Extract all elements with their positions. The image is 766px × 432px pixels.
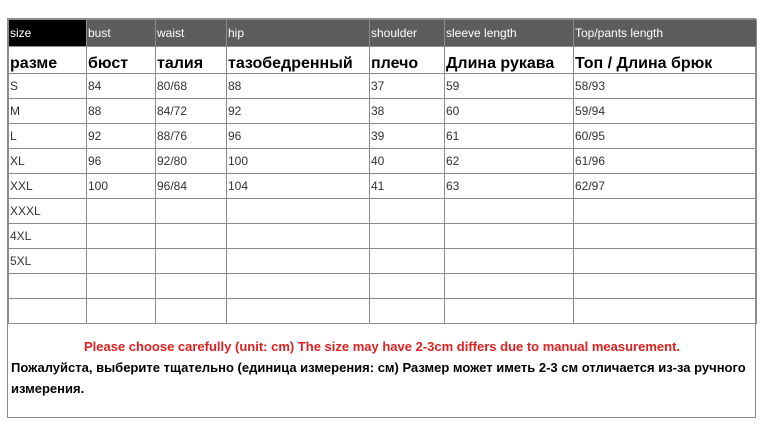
table-cell: 84 [87, 74, 156, 99]
table-cell: 41 [370, 174, 445, 199]
table-row [9, 224, 757, 249]
table-cell: 104 [227, 174, 370, 199]
header-cell: Top/pants length [574, 20, 757, 47]
header-cell: sleeve length [445, 20, 574, 47]
table-cell: 62/97 [574, 174, 757, 199]
table-cell: 61 [445, 124, 574, 149]
table-cell [227, 249, 370, 274]
size-table [8, 19, 757, 324]
table-row [9, 149, 757, 174]
table-row [9, 249, 757, 274]
header-cell: size [9, 20, 87, 47]
table-cell: 80/68 [156, 74, 227, 99]
table-cell: 39 [370, 124, 445, 149]
table-cell [9, 274, 87, 299]
table-cell [370, 199, 445, 224]
table-cell: 88/76 [156, 124, 227, 149]
table-cell [87, 249, 156, 274]
table-cell [370, 299, 445, 324]
table-cell: 37 [370, 74, 445, 99]
note-russian: Пожалуйста, выберите тщательно (единица измерения: см) Размер может иметь 2-3 см отличается из-за ручного измерения. [11, 360, 746, 396]
table-cell [87, 299, 156, 324]
table-cell: L [9, 124, 87, 149]
table-cell: 59 [445, 74, 574, 99]
table-cell: 40 [370, 149, 445, 174]
header-cell: bust [87, 20, 156, 47]
table-cell: 100 [87, 174, 156, 199]
table-cell [227, 299, 370, 324]
table-cell: 96 [87, 149, 156, 174]
table-cell [156, 224, 227, 249]
header-cell: waist [156, 20, 227, 47]
table-cell [445, 224, 574, 249]
table-cell: 92 [227, 99, 370, 124]
table-cell [574, 249, 757, 274]
measurement-note [8, 333, 756, 399]
header-ru-cell: талия [156, 47, 227, 74]
table-cell: M [9, 99, 87, 124]
header-ru-cell: тазобедренный [227, 47, 370, 74]
header-ru-cell: бюст [87, 47, 156, 74]
table-cell: 5XL [9, 249, 87, 274]
table-cell [574, 224, 757, 249]
header-cell: hip [227, 20, 370, 47]
table-cell: XXL [9, 174, 87, 199]
table-cell: 96/84 [156, 174, 227, 199]
table-cell: 60 [445, 99, 574, 124]
header-ru-cell: плечо [370, 47, 445, 74]
table-cell [87, 224, 156, 249]
table-cell: 92 [87, 124, 156, 149]
table-cell: 88 [227, 74, 370, 99]
header-ru-cell: Длина рукава [445, 47, 574, 74]
table-cell [445, 249, 574, 274]
table-row [9, 99, 757, 124]
header-ru-cell: Топ / Длина брюк [574, 47, 757, 74]
table-cell: 58/93 [574, 74, 757, 99]
table-cell [156, 274, 227, 299]
table-cell [87, 199, 156, 224]
table-cell: 59/94 [574, 99, 757, 124]
table-row [9, 299, 757, 324]
table-cell: 92/80 [156, 149, 227, 174]
table-cell [445, 199, 574, 224]
header-ru-cell: разме [9, 47, 87, 74]
table-cell [156, 199, 227, 224]
table-cell [87, 274, 156, 299]
table-row [9, 74, 757, 99]
table-cell [445, 274, 574, 299]
table-row [9, 199, 757, 224]
table-cell: S [9, 74, 87, 99]
size-chart [7, 18, 756, 418]
table-cell: XXXL [9, 199, 87, 224]
table-cell [574, 274, 757, 299]
table-cell [445, 299, 574, 324]
table-cell: 60/95 [574, 124, 757, 149]
table-cell: 88 [87, 99, 156, 124]
table-cell [227, 199, 370, 224]
table-cell [156, 299, 227, 324]
table-cell: XL [9, 149, 87, 174]
header-row [9, 20, 757, 47]
table-cell: 4XL [9, 224, 87, 249]
table-cell [370, 249, 445, 274]
table-row [9, 124, 757, 149]
table-cell: 96 [227, 124, 370, 149]
table-cell: 100 [227, 149, 370, 174]
table-cell: 38 [370, 99, 445, 124]
table-cell [574, 299, 757, 324]
table-cell [574, 199, 757, 224]
table-cell [370, 274, 445, 299]
table-cell: 84/72 [156, 99, 227, 124]
table-cell [227, 224, 370, 249]
table-row [9, 174, 757, 199]
table-cell [227, 274, 370, 299]
table-cell: 62 [445, 149, 574, 174]
header-cell: shoulder [370, 20, 445, 47]
table-cell [9, 299, 87, 324]
table-cell: 63 [445, 174, 574, 199]
table-cell: 61/96 [574, 149, 757, 174]
table-cell [156, 249, 227, 274]
table-cell [370, 224, 445, 249]
table-row [9, 274, 757, 299]
header-row-russian [9, 47, 757, 74]
note-english: Please choose carefully (unit: cm) The size may have 2-3cm differs due to manual measurement. [83, 339, 681, 354]
